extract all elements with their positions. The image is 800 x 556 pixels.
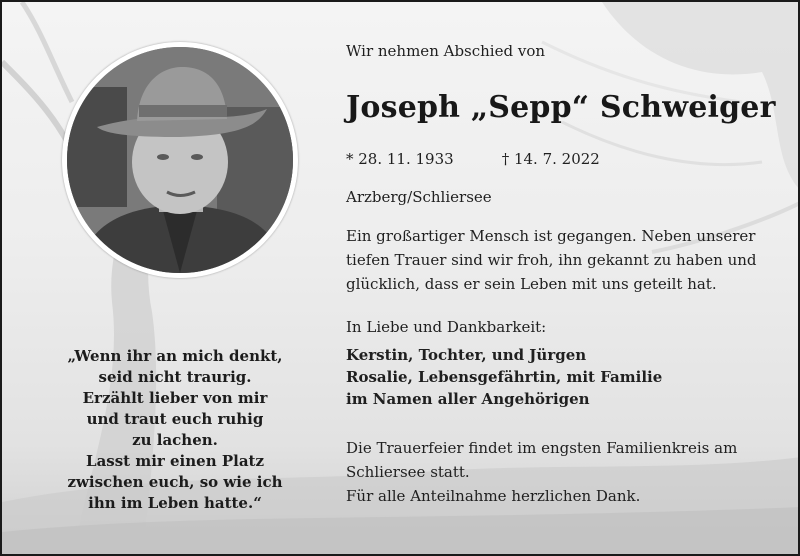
mourner-line: im Namen aller Angehörigen <box>346 390 590 408</box>
paragraph-line: glücklich, dass er sein Leben mit uns geteilt hat. <box>346 275 717 293</box>
quote-line: zu lachen. <box>132 431 218 449</box>
portrait-photo <box>62 42 298 278</box>
mourners-list <box>346 344 662 410</box>
ceremony-info <box>346 436 737 508</box>
love-line: In Liebe und Dankbarkeit: <box>346 318 547 336</box>
quote-line: seid nicht traurig. <box>98 368 252 386</box>
ceremony-line: Die Trauerfeier findet im engsten Familienkreis am <box>346 439 738 457</box>
life-dates <box>346 150 600 168</box>
birth-date: * 28. 11. 1933 <box>346 150 454 168</box>
deceased-name: Joseph „Sepp“ Schweiger <box>346 90 776 125</box>
quote-line: und traut euch ruhig <box>86 410 264 428</box>
quote-line: zwischen euch, so wie ich <box>67 473 283 491</box>
ceremony-line: Schliersee statt. <box>346 463 470 481</box>
quote-line: Lasst mir einen Platz <box>86 452 264 470</box>
hometown: Arzberg/Schliersee <box>346 188 492 206</box>
quote-line: Erzählt lieber von mir <box>82 389 268 407</box>
intro-line: Wir nehmen Abschied von <box>346 42 546 60</box>
tribute-paragraph <box>346 224 776 296</box>
quote-line: ihn im Leben hatte.“ <box>88 494 262 512</box>
ceremony-line: Für alle Anteilnahme herzlichen Dank. <box>346 487 641 505</box>
mourner-line: Rosalie, Lebensgefährtin, mit Familie <box>346 368 663 386</box>
mourner-line: Kerstin, Tochter, und Jürgen <box>346 346 587 364</box>
quote-line: „Wenn ihr an mich denkt, <box>67 347 283 365</box>
memorial-quote <box>46 346 304 514</box>
paragraph-line: tiefen Trauer sind wir froh, ihn gekannt zu haben und <box>346 251 757 269</box>
death-date: † 14. 7. 2022 <box>501 150 600 168</box>
paragraph-line: Ein großartiger Mensch ist gegangen. Neben unserer <box>346 227 756 245</box>
